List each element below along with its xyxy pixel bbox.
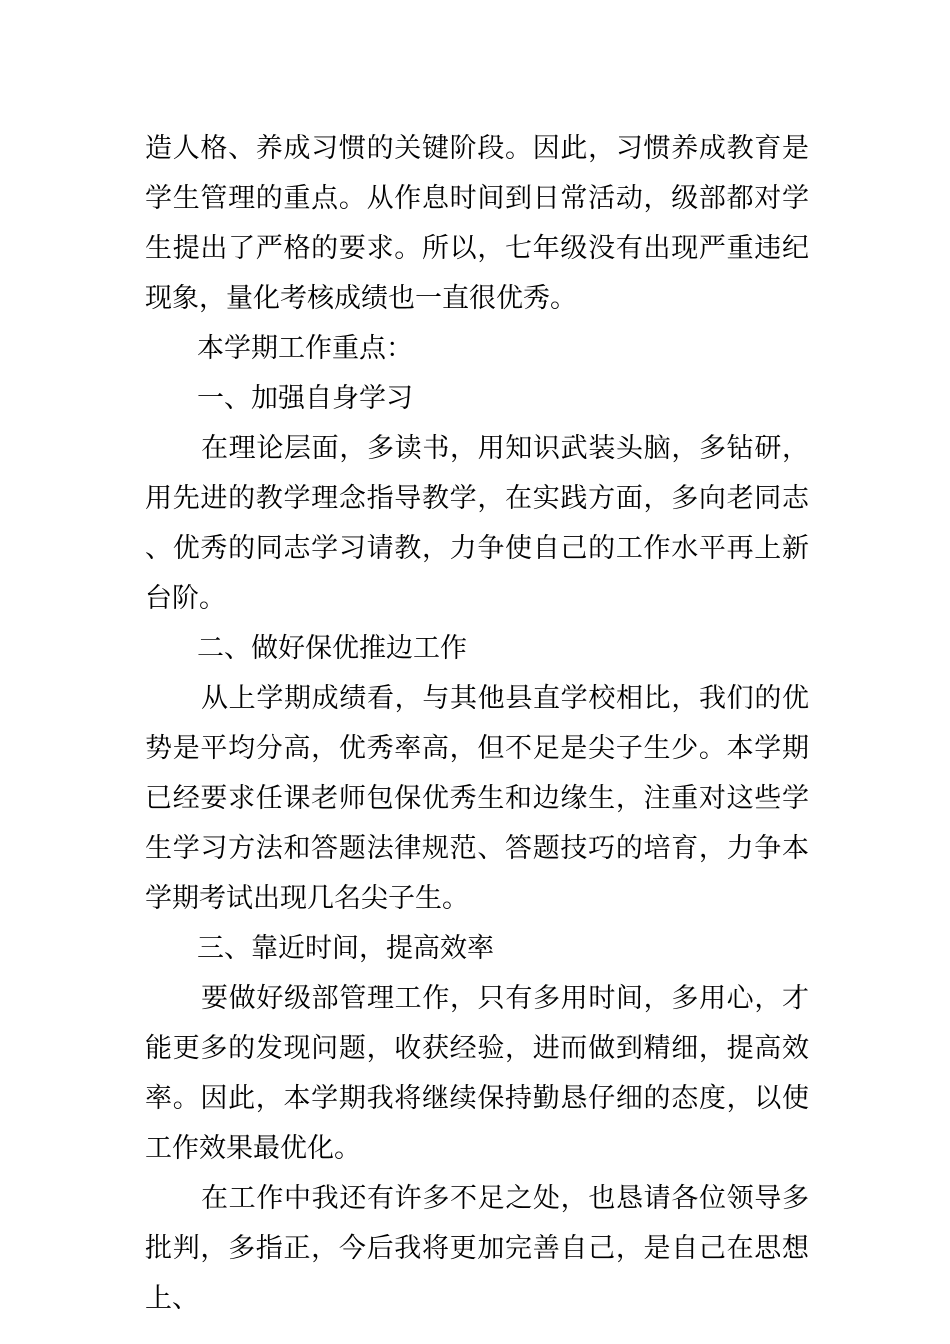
paragraph-intro-continued: 造人格、养成习惯的关键阶段。因此，习惯养成教育是学生管理的重点。从作息时间到日常活动，级部都对学生提出了严格的要求。所以，七年级没有出现严重违纪现象，量化考核成绩也一直很优秀。: [145, 133, 809, 314]
paragraph-self-study: 在理论层面，多读书，用知识武装头脑，多钻研，用先进的教学理念指导教学，在实践方面，多向老同志、优秀的同志学习请教，力争使自己的工作水平再上新台阶。: [145, 433, 809, 614]
section-heading-focus: 本学期工作重点：: [197, 333, 413, 364]
section-heading-two: 二、做好保优推边工作: [197, 633, 467, 664]
paragraph-efficiency: 要做好级部管理工作，只有多用时间，多用心，才能更多的发现问题，收获经验，进而做到精细，提高效率。因此，本学期我将继续保持勤恳仔细的态度，以使工作效果最优化。: [145, 983, 809, 1164]
document-page: [145, 124, 809, 1324]
paragraph-closing: 在工作中我还有许多不足之处，也恳请各位领导多批判，多指正，今后我将更加完善自己，是自己在思想上、: [145, 1183, 809, 1314]
paragraph-students: 从上学期成绩看，与其他县直学校相比，我们的优势是平均分高，优秀率高，但不足是尖子生少。本学期已经要求任课老师包保优秀生和边缘生，注重对这些学生学习方法和答题法律规范、答题技巧的培育，力争本学期考试出现几名尖子生。: [145, 683, 809, 914]
section-heading-one: 一、加强自身学习: [197, 383, 413, 414]
section-heading-three: 三、靠近时间，提高效率: [197, 933, 494, 964]
